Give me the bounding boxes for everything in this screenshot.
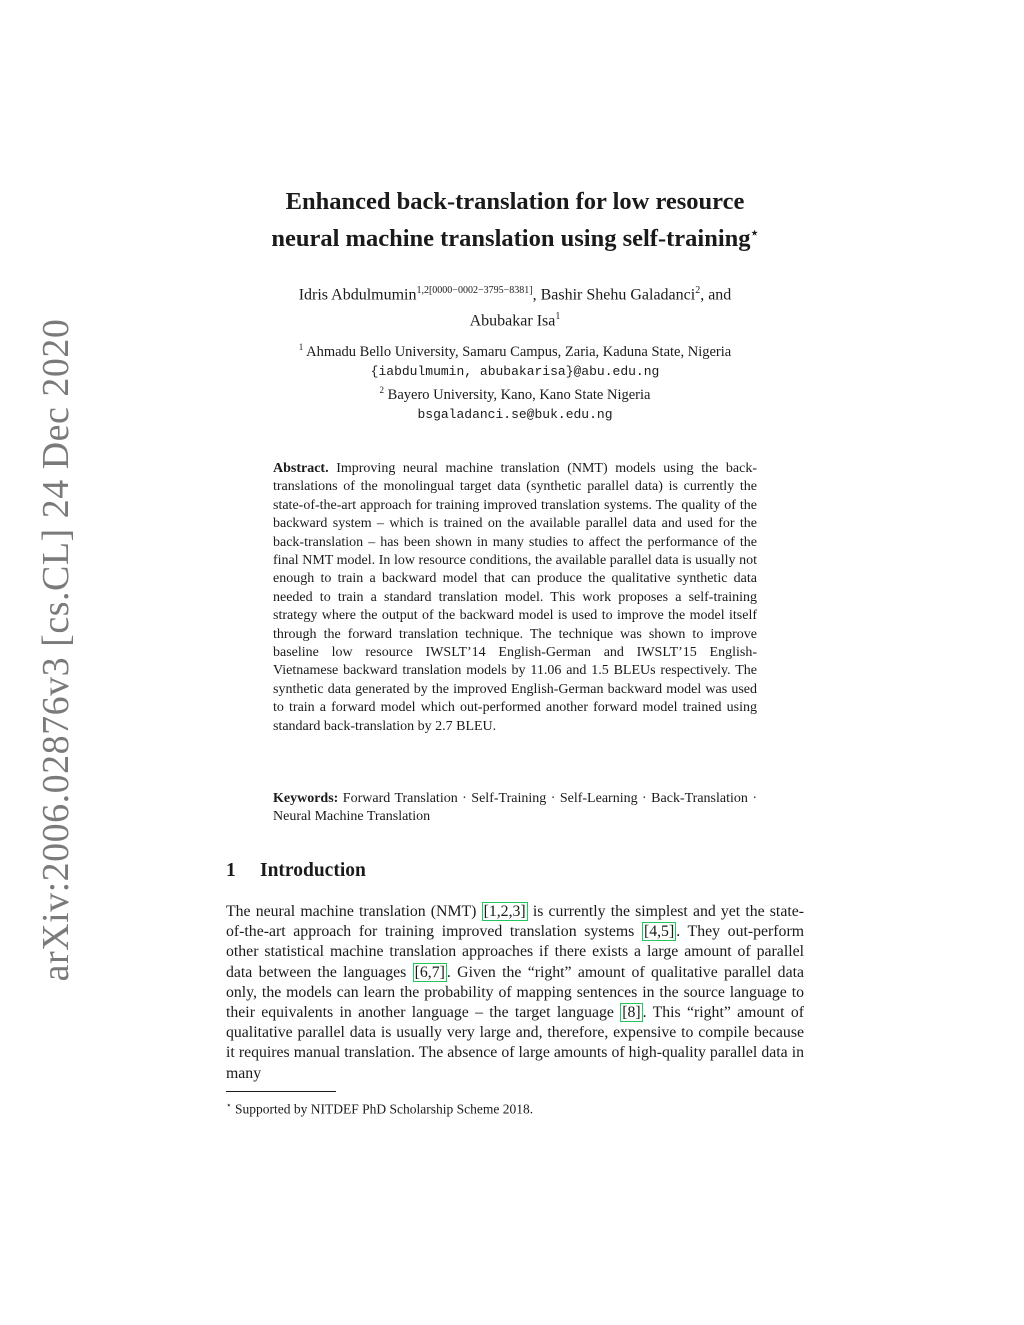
- affiliation-1-institution: Ahmadu Bello University, Samaru Campus, Zaria, Kaduna State, Nigeria: [306, 343, 732, 360]
- abstract: [273, 460, 757, 736]
- author-3-affil: 1: [555, 311, 561, 323]
- abstract-text: Improving neural machine translation (NMT) models using the back-translations of the monolingual target data (synthetic parallel data) is currently the state-of-the-art approach for training improved translation systems. The quality of the backward system – which is trained on the available parallel data and used for the back-translation – has been shown in many studies to affect the performance of the final NMT model. In low resource conditions, the available parallel data is usually not enough to train a backward model that can produce the qualitative synthetic data needed to train a standard translation model. This work proposes a self-training strategy where the output of the backward model is used to improve the model itself through the forward translation technique. The technique was shown to improve baseline low resource IWSLT’14 English-German and IWSLT’15 English-Vietnamese backward translation models by 11.06 and 1.5 BLEUs respectively. The synthetic data generated by the improved English-German backward model was used to train a forward model which out-performed another forward model trained using standard back-translation by 2.7 BLEU.: [273, 461, 758, 734]
- affiliation-2: [200, 381, 830, 405]
- affiliation-2-mark: 2: [379, 384, 385, 395]
- author-and: , and: [700, 286, 732, 304]
- keywords: [273, 790, 757, 827]
- intro-text-4: . Given the “right” amount of qualitative parallel data only, the models can learn the probability of mapping sentences in the source language to their equivalents in another language – the target language: [226, 963, 804, 1022]
- footnote-mark: ⋆: [226, 1100, 232, 1110]
- citation-link-8[interactable]: [8]: [622, 1004, 641, 1022]
- introduction-paragraph: [226, 902, 804, 1084]
- footnote-divider: [226, 1091, 336, 1092]
- title-footnote-mark: ⋆: [750, 225, 759, 240]
- keywords-label: Keywords:: [273, 791, 339, 806]
- author-3: Abubakar Isa: [469, 312, 556, 330]
- affiliation-1-email[interactable]: {iabdulmumin, abubakarisa}@abu.edu.ng: [370, 363, 660, 379]
- intro-text-2: is currently the simplest and yet the state-of-the-art approach for training improved translation systems: [226, 903, 804, 941]
- intro-text-5: . This “right” amount of qualitative parallel data is usually very large and, therefore, expensive to compile because it requires manual translation. The absence of large amounts of high-quality parallel data in many: [226, 1004, 804, 1082]
- intro-text-1: The neural machine translation (NMT): [226, 903, 482, 920]
- section-heading-introduction: [226, 858, 366, 884]
- affiliations: [200, 338, 830, 424]
- affiliation-2-email[interactable]: bsgaladanci.se@buk.edu.ng: [417, 406, 613, 422]
- citation-link-1-2-3[interactable]: [1,2,3]: [483, 903, 526, 920]
- citation-link-4-5[interactable]: [4,5]: [643, 923, 675, 941]
- footnote: [226, 1096, 533, 1119]
- author-2: , Bashir Shehu Galadanci: [532, 286, 696, 304]
- paper-title: [150, 186, 880, 254]
- author-1: Idris Abdulmumin: [298, 286, 417, 304]
- keywords-text: Forward Translation · Self-Training · Self-Learning · Back-Translation · Neural Machine Translation: [273, 791, 757, 825]
- arxiv-identifier: arXiv:2006.02876v3 [cs.CL] 24 Dec 2020: [35, 318, 77, 982]
- author-1-affil: 1,2[0000−0002−3795−8381]: [416, 285, 533, 296]
- affiliation-1-mark: 1: [298, 342, 304, 352]
- author-2-affil: 2: [695, 285, 701, 296]
- intro-text-3: . They out-perform other statistical machine translation approaches if there exists a large amount of parallel data between the languages: [226, 923, 804, 981]
- affiliation-1: [200, 338, 830, 362]
- author-list: [200, 280, 830, 333]
- footnote-text: Supported by NITDEF PhD Scholarship Scheme 2018.: [235, 1101, 534, 1117]
- citation-link-6-7[interactable]: [6,7]: [414, 963, 445, 981]
- affiliation-2-institution: Bayero University, Kano, Kano State Nigeria: [387, 386, 651, 403]
- title-line-1: Enhanced back-translation for low resource: [285, 188, 745, 215]
- section-title: Introduction: [260, 860, 366, 881]
- section-number: 1: [226, 860, 236, 881]
- title-line-2: neural machine translation using self-training: [271, 225, 751, 253]
- abstract-label: Abstract.: [273, 461, 329, 476]
